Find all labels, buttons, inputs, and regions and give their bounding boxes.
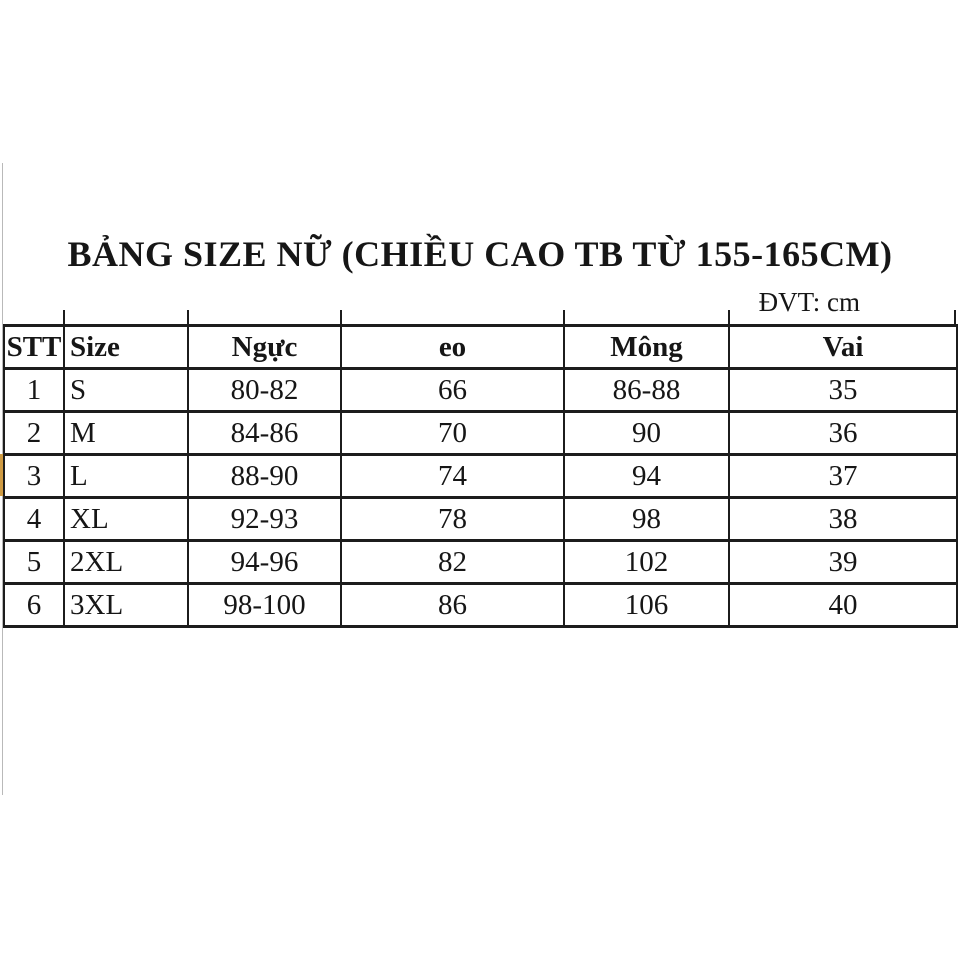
cell-vai: 39	[729, 541, 957, 584]
cell-vai: 37	[729, 455, 957, 498]
header-stt: STT	[4, 326, 64, 369]
cell-vai: 40	[729, 584, 957, 627]
cell-mong: 98	[564, 498, 729, 541]
cell-eo: 86	[341, 584, 564, 627]
cell-eo: 82	[341, 541, 564, 584]
cell-size: 3XL	[64, 584, 188, 627]
cell-nguc: 98-100	[188, 584, 341, 627]
header-vai: Vai	[729, 326, 957, 369]
cell-stt: 4	[4, 498, 64, 541]
header-eo: eo	[341, 326, 564, 369]
table-row	[4, 412, 957, 455]
column-separator-stub	[340, 310, 342, 327]
header-row	[4, 326, 957, 369]
cell-mong: 86-88	[564, 369, 729, 412]
column-separator-stub	[63, 310, 65, 327]
cell-mong: 102	[564, 541, 729, 584]
table-row	[4, 584, 957, 627]
table-row	[4, 369, 957, 412]
cell-mong: 106	[564, 584, 729, 627]
cell-size: XL	[64, 498, 188, 541]
page-title: BẢNG SIZE NỮ (CHIỀU CAO TB TỪ 155-165CM)	[67, 234, 893, 274]
header-size: Size	[64, 326, 188, 369]
cell-nguc: 92-93	[188, 498, 341, 541]
cell-mong: 90	[564, 412, 729, 455]
table-row	[4, 455, 957, 498]
cell-vai: 38	[729, 498, 957, 541]
column-separator-stub	[954, 310, 956, 327]
cell-size: L	[64, 455, 188, 498]
cell-size: 2XL	[64, 541, 188, 584]
cell-eo: 74	[341, 455, 564, 498]
cell-stt: 3	[4, 455, 64, 498]
cell-mong: 94	[564, 455, 729, 498]
cell-stt: 2	[4, 412, 64, 455]
table-row	[4, 541, 957, 584]
size-table	[3, 324, 958, 628]
cell-stt: 1	[4, 369, 64, 412]
cell-stt: 5	[4, 541, 64, 584]
column-separator-stub	[728, 310, 730, 327]
cell-eo: 66	[341, 369, 564, 412]
header-nguc: Ngực	[188, 326, 341, 369]
table-row	[4, 498, 957, 541]
cell-eo: 78	[341, 498, 564, 541]
column-separator-stub	[187, 310, 189, 327]
unit-label: ĐVT: cm	[758, 287, 860, 317]
cell-nguc: 80-82	[188, 369, 341, 412]
cell-vai: 35	[729, 369, 957, 412]
cell-size: M	[64, 412, 188, 455]
header-mong: Mông	[564, 326, 729, 369]
cell-size: S	[64, 369, 188, 412]
cell-vai: 36	[729, 412, 957, 455]
cell-eo: 70	[341, 412, 564, 455]
cell-nguc: 88-90	[188, 455, 341, 498]
column-separator-stub	[563, 310, 565, 327]
cell-nguc: 94-96	[188, 541, 341, 584]
cell-nguc: 84-86	[188, 412, 341, 455]
cell-stt: 6	[4, 584, 64, 627]
